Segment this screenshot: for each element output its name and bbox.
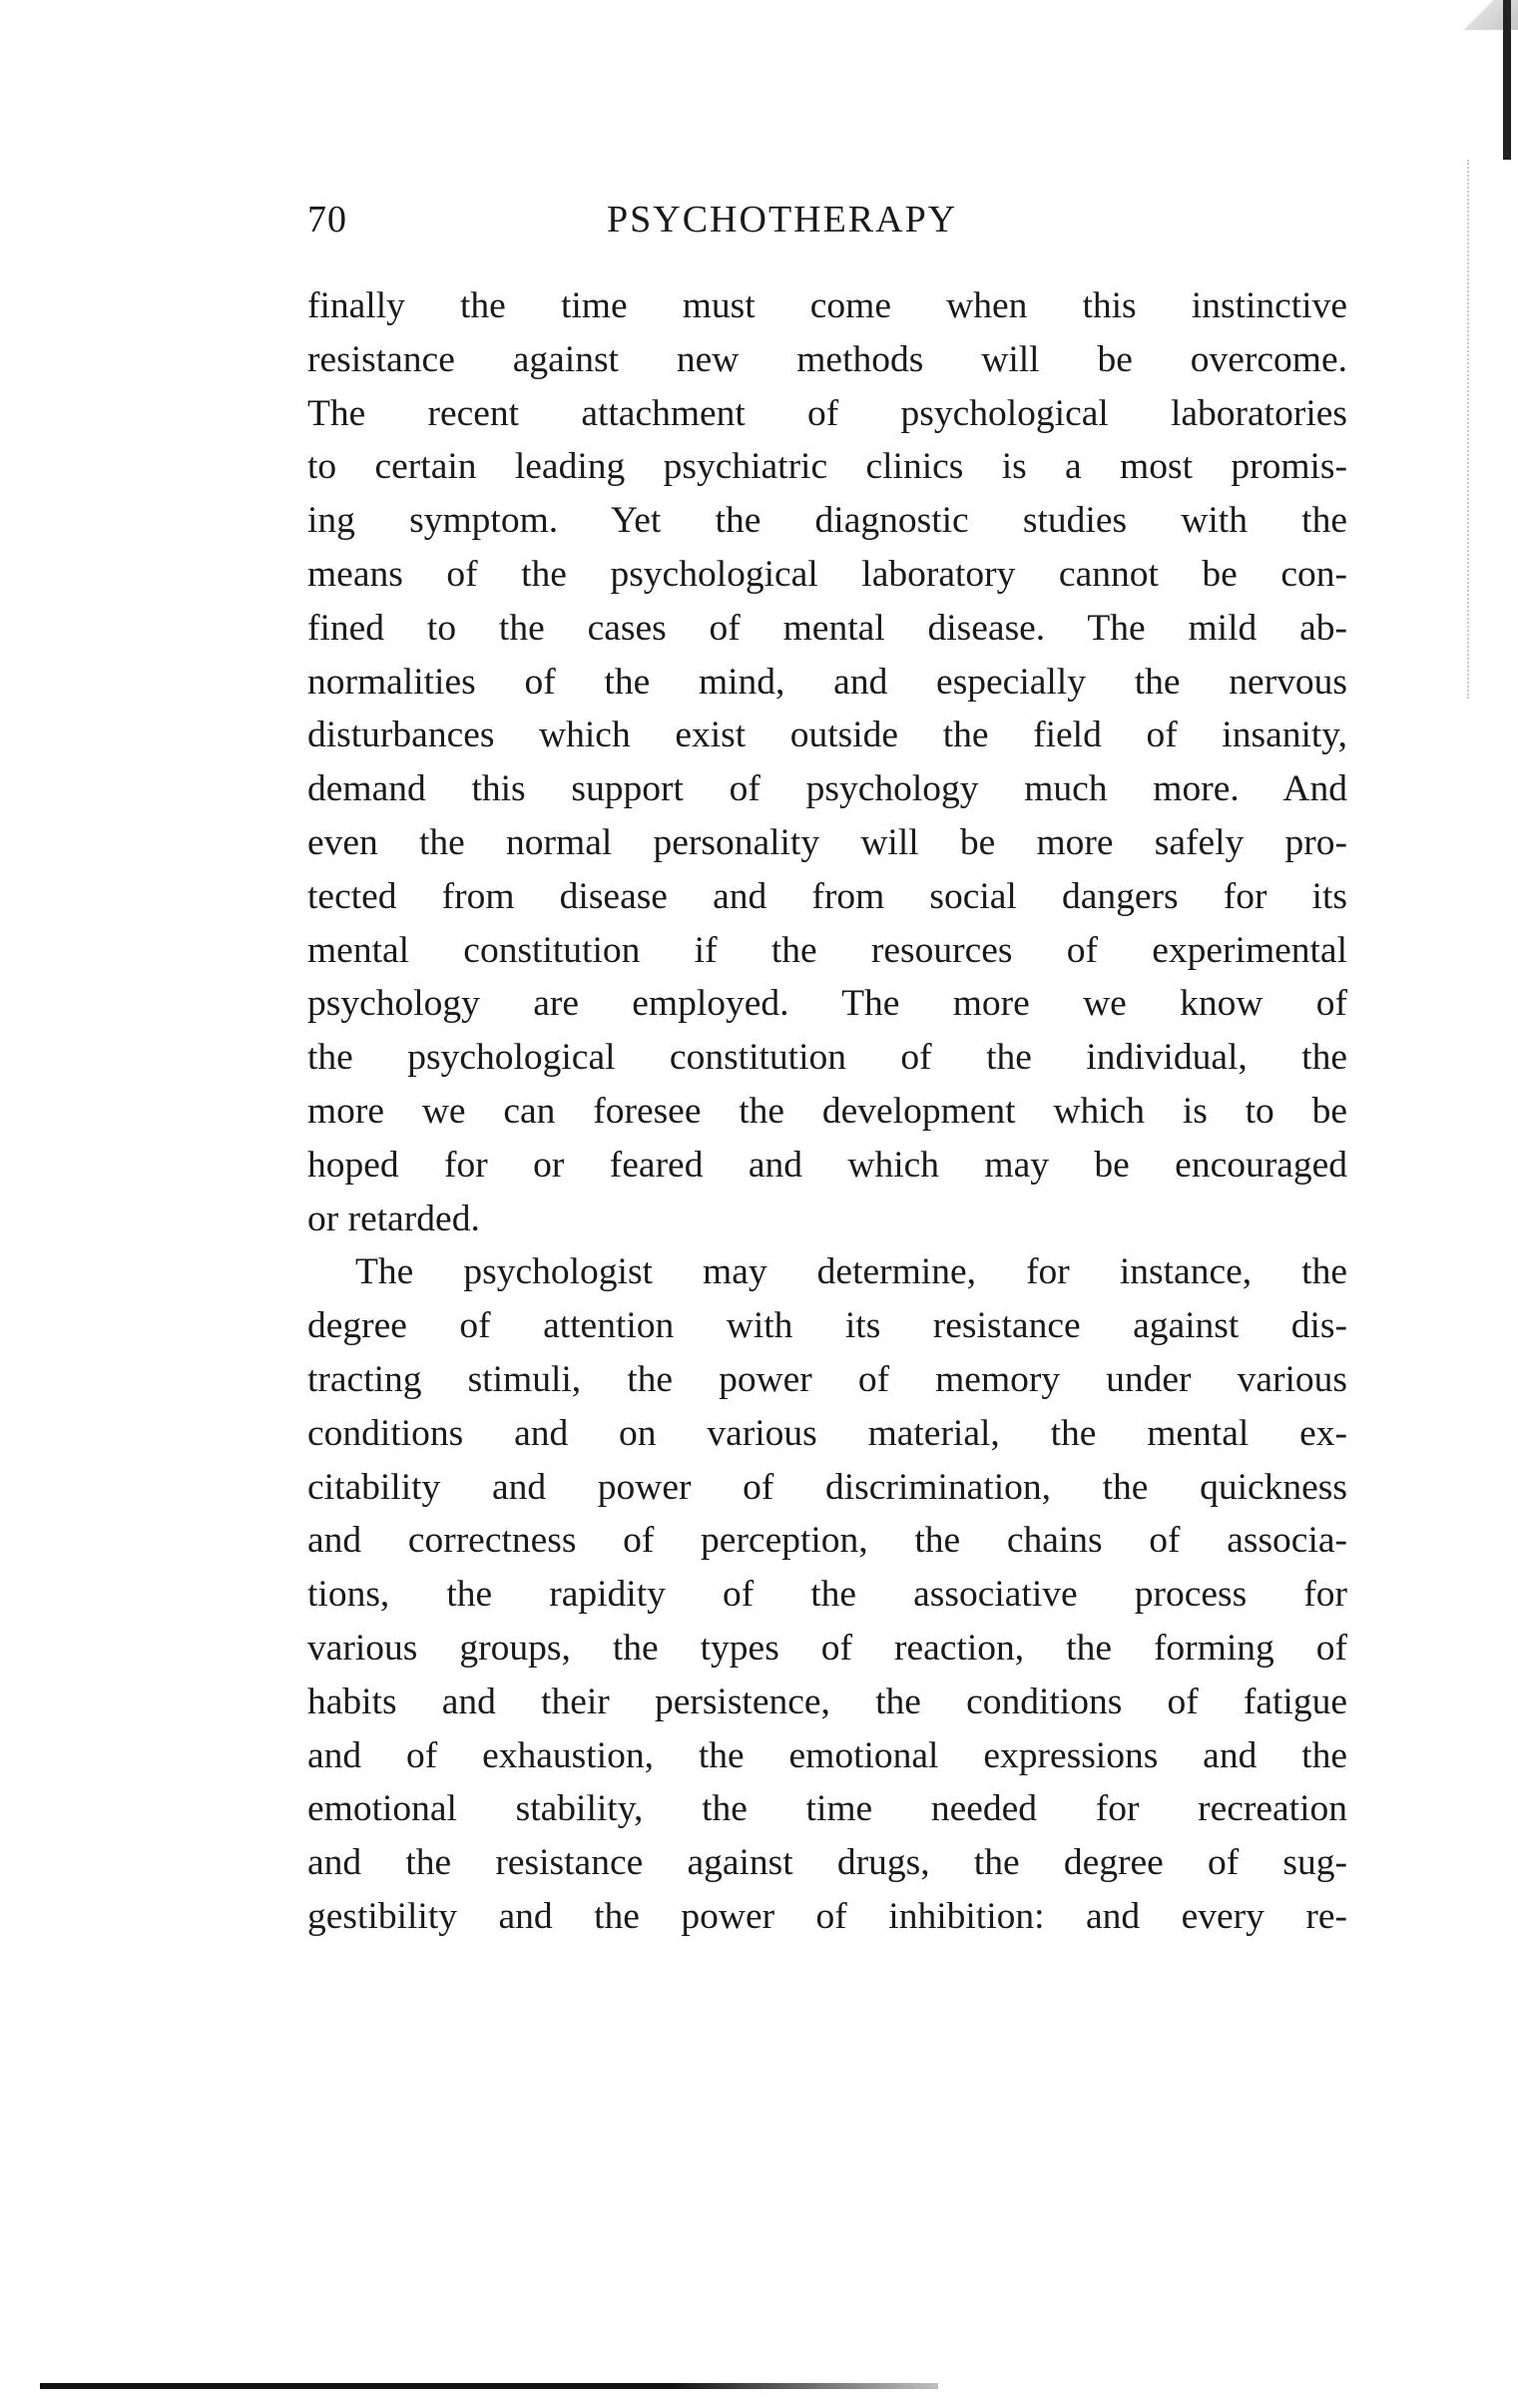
text-line: or retarded. <box>307 1198 480 1239</box>
text-line: psychology are employed. The more we know of <box>307 983 1347 1025</box>
text-line: to certain leading psychiatric clinics is a most promis- <box>307 446 1347 488</box>
text-line: resistance against new methods will be overcome. <box>307 338 1347 380</box>
text-line: means of the psychological laboratory cannot be con- <box>307 553 1347 595</box>
text-line: demand this support of psychology much more. And <box>307 768 1347 810</box>
text-line: tected from disease and from social dangers for its <box>307 875 1347 917</box>
text-line: mental constitution if the resources of experimental <box>307 929 1347 971</box>
text-line: finally the time must come when this instinctive <box>307 285 1347 326</box>
text-line: degree of attention with its resistance against dis- <box>307 1305 1347 1347</box>
page-number: 70 <box>307 199 347 241</box>
text-line: and correctness of perception, the chains of associa- <box>307 1520 1347 1562</box>
text-line: emotional stability, the time needed for recreation <box>307 1788 1347 1830</box>
text-line: gestibility and the power of inhibition: and every re- <box>307 1895 1347 1937</box>
text-line: conditions and on various material, the mental ex- <box>307 1412 1347 1454</box>
text-line: disturbances which exist outside the field of insanity, <box>307 715 1347 756</box>
scan-edge-right <box>1503 0 1511 160</box>
text-line: ing symptom. Yet the diagnostic studies with the <box>307 500 1347 542</box>
text-line: hoped for or feared and which may be encouraged <box>307 1144 1347 1186</box>
text-line: fined to the cases of mental disease. The mild ab- <box>307 607 1347 649</box>
text-line: even the normal personality will be more safely pro- <box>307 821 1347 863</box>
text-line: tions, the rapidity of the associative process for <box>307 1574 1347 1616</box>
text-line: citability and power of discrimination, the quickness <box>307 1466 1347 1508</box>
text-line: and the resistance against drugs, the degree of sug- <box>307 1842 1347 1884</box>
running-head <box>307 198 1066 257</box>
text-line: The psychologist may determine, for instance, the <box>355 1251 1347 1293</box>
page-title: PSYCHOTHERAPY <box>607 199 958 241</box>
text-line: tracting stimuli, the power of memory under various <box>307 1358 1347 1400</box>
text-line: the psychological constitution of the individual, the <box>307 1037 1347 1079</box>
text-line: more we can foresee the development which is to be <box>307 1090 1347 1132</box>
text-line: habits and their persistence, the conditions of fatigue <box>307 1681 1347 1722</box>
scan-specks-right <box>1467 160 1473 699</box>
text-line: normalities of the mind, and especially the nervous <box>307 661 1347 703</box>
body-text <box>307 279 1347 1944</box>
text-line: various groups, the types of reaction, the forming of <box>307 1627 1347 1669</box>
text-line: and of exhaustion, the emotional expressions and the <box>307 1734 1347 1776</box>
scan-edge-bottom <box>40 2383 938 2389</box>
text-line: The recent attachment of psychological laboratories <box>307 392 1347 434</box>
